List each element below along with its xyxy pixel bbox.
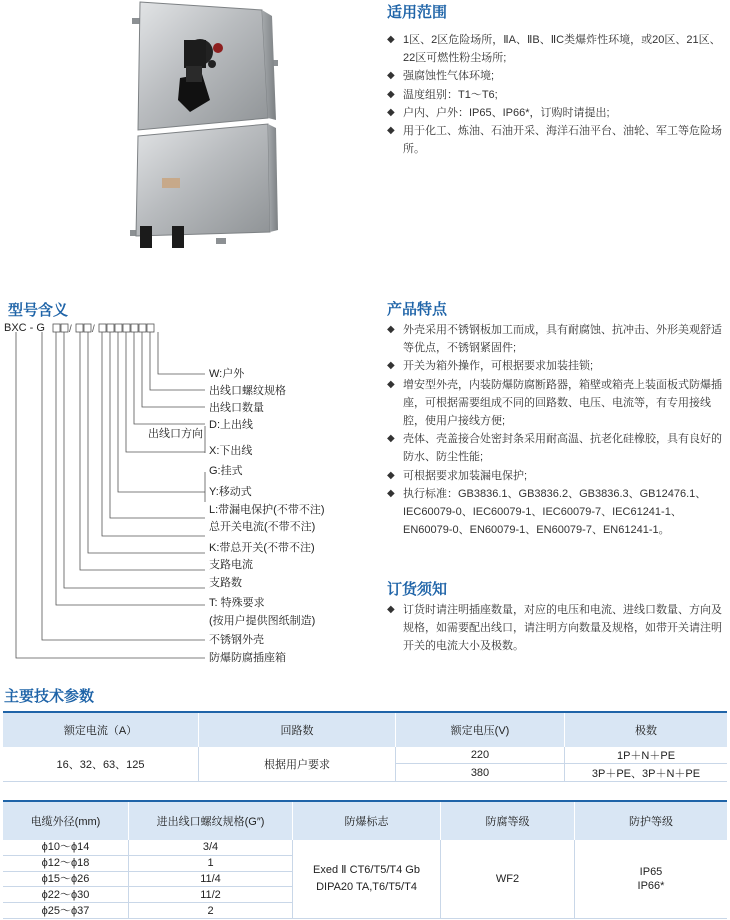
model-label-branch-count: 支路数	[209, 577, 242, 589]
cell-ex-mark	[293, 840, 441, 918]
protection-line: IP66*	[637, 879, 665, 892]
cell-voltage: 380	[396, 764, 565, 782]
feature-item: ◆ 增安型外壳，内装防爆防腐断路器，箱壁或箱壳上装面板式防爆插座，可根据需要组成不同的回路数、电压、电流等，有专用接线腔，使用户接线方便;	[387, 376, 723, 431]
model-label-branch-current: 支路电流	[209, 559, 253, 571]
model-label-l: L:带漏电保护(不带不注)	[209, 504, 325, 516]
svg-text:/: /	[69, 324, 72, 335]
ex-mark-line: Exed Ⅱ CT6/T5/T4 Gb	[313, 863, 420, 876]
protection-line: IP65	[639, 865, 663, 878]
cell-thread: 2	[129, 903, 293, 919]
feature-item: ◆ 壳体、壳盖接合处密封条采用耐高温、抗老化硅橡胶，具有良好的防水、防尘性能;	[387, 430, 723, 466]
scope-item: ◆ 温度组别：T1～T6;	[387, 86, 722, 104]
model-diagram	[0, 318, 340, 663]
spec-table-cable	[3, 800, 727, 919]
cell-circuits: 根据用户要求	[199, 747, 396, 782]
header-cable-diameter: 电缆外径(mm)	[3, 801, 129, 840]
feature-item: ◆ 执行标准：GB3836.1、GB3836.2、GB3836.3、GB12476.1、IEC60079-0、IEC60079-1、IEC60079-7、IEC61241-1、EN60079-0、EN60079-1、EN60079-7、EN61241-1。	[387, 485, 723, 540]
ordering-list	[387, 601, 723, 656]
svg-text:/: /	[92, 324, 95, 335]
features-list	[387, 321, 723, 539]
cell-diameter: ϕ25～ϕ37	[3, 903, 129, 919]
model-label-direction: 出线口方向	[148, 428, 203, 440]
feature-item: ◆ 开关为箱外操作，可根据要求加装挂锁;	[387, 357, 723, 375]
cell-protection	[575, 840, 728, 918]
cell-diameter: ϕ15～ϕ26	[3, 871, 129, 887]
header-rated-current: 额定电流（A）	[3, 712, 199, 747]
scope-heading: 适用范围	[387, 4, 448, 21]
model-label-shell: 不锈钢外壳	[209, 634, 264, 646]
header-protection: 防护等级	[575, 801, 728, 840]
model-label-x: X:下出线	[209, 445, 253, 457]
model-label-y: Y:移动式	[209, 486, 252, 498]
scope-item: ◆ 1区、2区危险场所，ⅡA、ⅡB、ⅡC类爆炸性环境，或20区、21区、22区可燃性粉尘场所;	[387, 31, 722, 67]
feature-item: ◆ 外壳采用不锈钢板加工而成，具有耐腐蚀、抗冲击、外形美观舒适等优点，不锈钢紧固件;	[387, 321, 723, 357]
model-label-main-current: 总开关电流(不带不注)	[209, 521, 316, 533]
cell-thread: 3/4	[129, 840, 293, 855]
model-label-outlet-count: 出线口数量	[209, 402, 264, 414]
model-label-thread: 出线口螺纹规格	[209, 385, 286, 397]
features-heading: 产品特点	[387, 301, 448, 318]
cell-diameter: ϕ10～ϕ14	[3, 840, 129, 855]
model-label-k: K:带总开关(不带不注)	[209, 542, 315, 554]
product-photo	[120, 0, 290, 250]
model-label-t-note: (按用户提供图纸制造)	[209, 615, 316, 627]
header-circuits: 回路数	[199, 712, 396, 747]
cell-thread: 11/4	[129, 871, 293, 887]
model-heading: 型号含义	[8, 302, 69, 319]
model-label-t: T: 特殊要求	[209, 597, 265, 609]
feature-item: ◆ 可根据要求加装漏电保护;	[387, 467, 723, 485]
cell-diameter: ϕ12～ϕ18	[3, 855, 129, 871]
model-label-d: D:上出线	[209, 419, 253, 431]
model-label-product: 防爆防腐插座箱	[209, 652, 286, 664]
header-poles: 极数	[565, 712, 728, 747]
ordering-heading: 订货须知	[387, 581, 448, 598]
header-rated-voltage: 额定电压(V)	[396, 712, 565, 747]
spec-table-current	[3, 711, 727, 782]
cell-voltage: 220	[396, 747, 565, 764]
cell-poles: 1P＋N＋PE	[565, 747, 728, 764]
cell-thread: 1	[129, 855, 293, 871]
cell-anticorrosion: WF2	[441, 840, 575, 918]
specs-heading: 主要技术参数	[4, 688, 95, 705]
model-code-prefix: BXC - G	[4, 322, 45, 334]
ex-mark-line: DIPA20 TA,T6/T5/T4	[316, 880, 417, 893]
cell-poles: 3P＋PE、3P＋N＋PE	[565, 764, 728, 782]
model-label-w: W:户外	[209, 368, 245, 380]
header-ex-mark: 防爆标志	[293, 801, 441, 840]
ordering-item: ◆ 订货时请注明插座数量，对应的电压和电流、进线口数量、方向及规格，如需要配出线口，请注明方向数量及规格，如带开关请注明开关的电流大小及极数。	[387, 601, 723, 656]
scope-item: ◆ 户内、户外：IP65、IP66*，订购时请提出;	[387, 104, 722, 122]
header-thread-spec: 进出线口螺纹规格(G″)	[129, 801, 293, 840]
scope-list	[387, 31, 722, 158]
model-label-g: G:挂式	[209, 465, 243, 477]
header-anticorrosion: 防腐等级	[441, 801, 575, 840]
cell-rated-current: 16、32、63、125	[3, 747, 199, 782]
cell-diameter: ϕ22～ϕ30	[3, 887, 129, 903]
cell-thread: 11/2	[129, 887, 293, 903]
scope-item: ◆ 强腐蚀性气体环境;	[387, 67, 722, 85]
scope-item: ◆ 用于化工、炼油、石油开采、海洋石油平台、油轮、军工等危险场所。	[387, 122, 722, 158]
